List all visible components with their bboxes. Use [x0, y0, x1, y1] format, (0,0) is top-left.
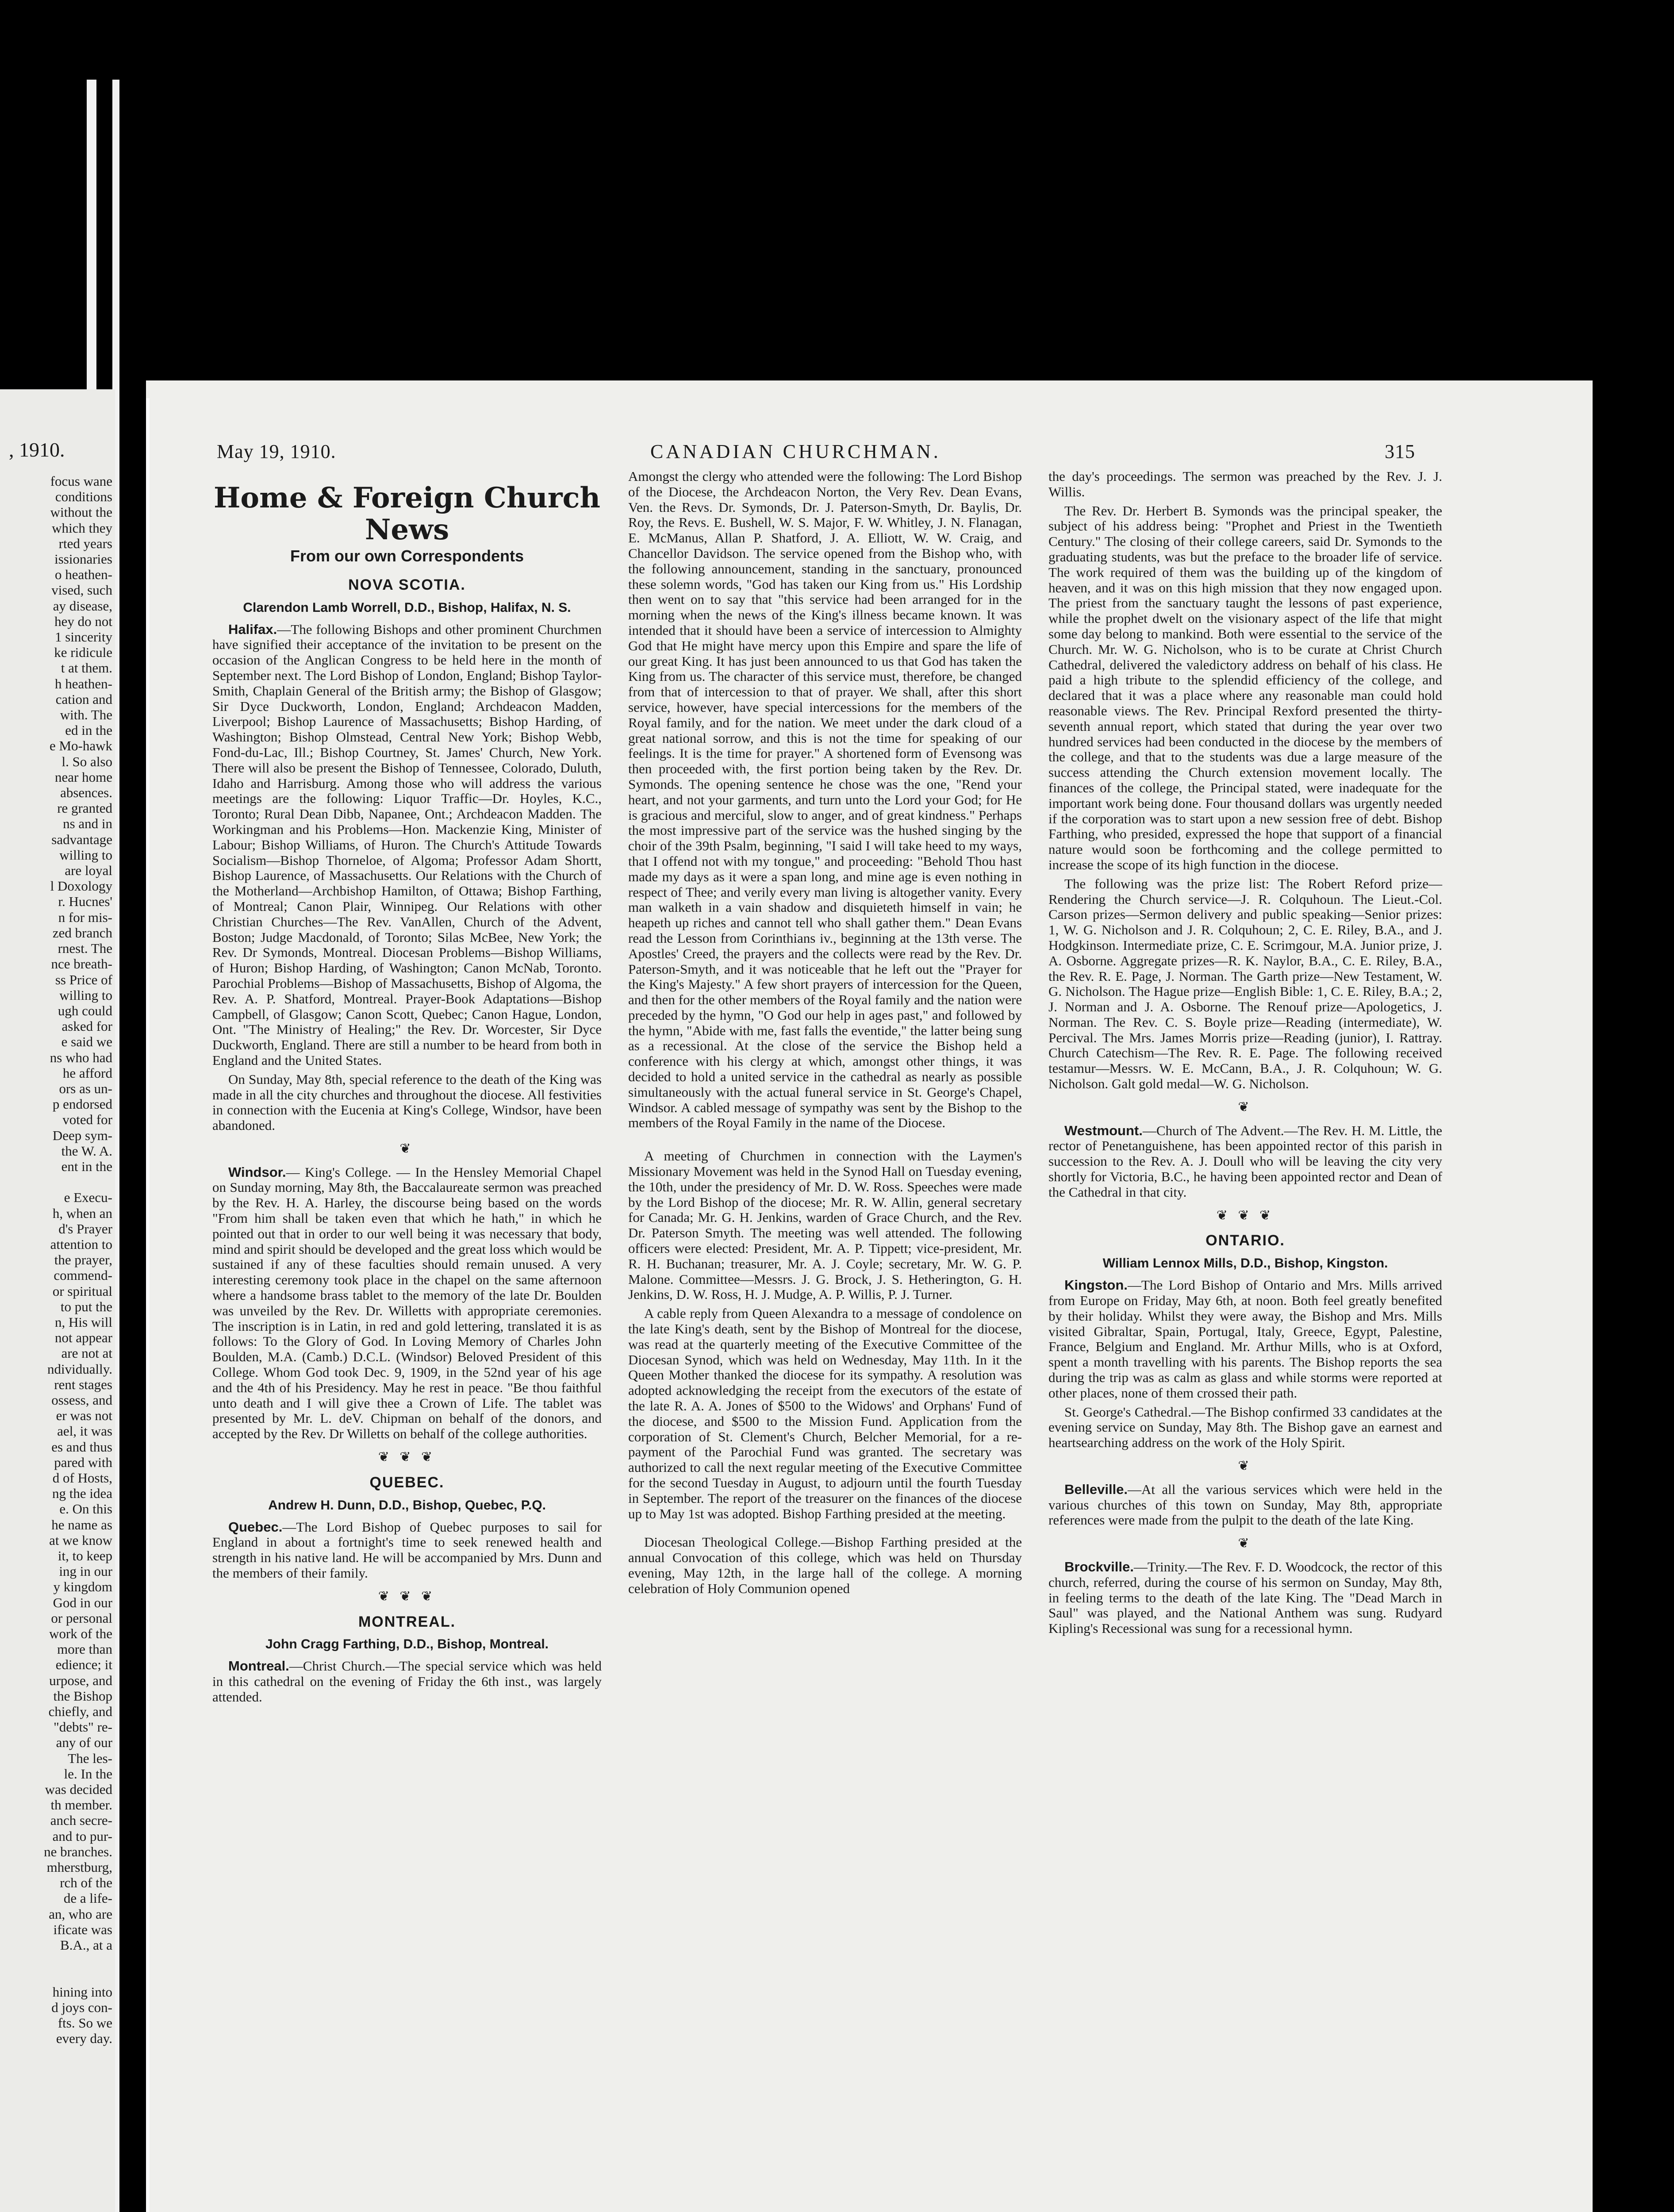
ornament: ❦	[1238, 1459, 1253, 1474]
article-text: —The Lord Bishop of Ontario and Mrs. Mills arrived from Europe on Friday, May 6th, at noon. Both feel greatly benefited by their holiday. Whilst they were away, the Bishop and Mrs. Mills visited Gibraltar, Spain, Portugal, Italy, Greece, Egypt, Palestine, France, Belgium and England. Mr. Arthur Mills, who is at Oxford, spent a month travelling with his parents. The Bishop reports the sea during the trip was as calm as glass and while storms were reported at other places, none of them crossed their path.	[1048, 1277, 1442, 1401]
article-text: —At all the various services which were held in the various churches of this town on Sunday, May 8th, appropriate references were made from the pulpit to the death of the late King.	[1048, 1481, 1442, 1528]
dateline-montreal: Montreal.	[228, 1658, 289, 1674]
dateline-quebec: Quebec.	[228, 1519, 283, 1535]
article-halifax	[212, 622, 602, 1068]
ornament: ❦	[1238, 1099, 1253, 1114]
dateline-kingston: Kingston.	[1064, 1277, 1128, 1293]
bishop-line-nova-scotia: Clarendon Lamb Worrell, D.D., Bishop, Halifax, N. S.	[243, 600, 571, 615]
article-quebec	[212, 1520, 602, 1581]
header-title: CANADIAN CHURCHMAN.	[650, 441, 941, 462]
article-theological-college: Diocesan Theological College.—Bishop Farthing presided at the annual Convocation of this college, which was held on Thursday evening, May 12th, in the large hall of the college. A morning celebration of Holy Communion opened	[628, 1534, 1022, 1596]
article-laymen-movement: A meeting of Churchmen in connection with the Laymen's Missionary Movement was held in the Synod Hall on Tuesday evening, the 10th, under the presidency of Mr. D. W. Ross. Speeches were made by the Lord Bishop of the diocese; Mr. R. W. Allin, general secretary for Canada; Mr. G. H. Jenkins, warden of Grace Church, and the Rev. Dr. Paterson Smyth. The meeting was well attended. The following officers were elected: President, Mr. A. P. Tippett; vice-president, Mr. R. H. Buchanan; treasurer, Mr. A. J. Coyle; secretary, Mr. W. G. P. Malone. Committee—Messrs. J. G. Brock, J. S. Hetherington, G. H. Jenkins, D. W. Ross, H. J. Mudge, A. P. Willis, P. J. Turner.	[628, 1148, 1022, 1302]
masthead-title: Home & Foreign Church News	[213, 481, 601, 546]
bishop-line-quebec: Andrew H. Dunn, D.D., Bishop, Quebec, P.Q.	[268, 1498, 546, 1513]
column-3	[1048, 469, 1442, 1640]
section-ontario: ONTARIO.	[1206, 1232, 1285, 1249]
article-kingston	[1048, 1278, 1442, 1401]
article-prize-list: The following was the prize list: The Robert Reford prize—Rendering the Church service—J. R. Colquhoun. The Lieut.-Col. Carson prizes—Sermon delivery and public speaking—Senior prizes: 1, W. G. Nicholson and J. R. Colquhoun; 2, C. E. Riley, B.A., and J. Hodgkinson. Intermediate prize, C. E. Scrimgour, M.A. Junior prize, J. A. Osborne. Aggregate prizes—R. K. Naylor, B.A., C. E. Riley, B.A., the Rev. R. E. Page, J. Norman. The Garth prize—New Testament, W. G. Nicholson. The Hague prize—English Bible: 1, C. E. Riley, B.A.; 2, J. Norman and J. A. Osborne. The Renouf prize—Apologetics, J. Norman. The Rev. C. S. Boyle prize—Reading (intermediate), W. Percival. The Mrs. James Morris prize—Reading (junior), I. Rattray. Church Catechism—The Rev. R. E. Page. The following received testamur—Messrs. W. E. McCann, B.A., J. R. Colquhoun; W. G. Nicholson. Galt gold medal—W. G. Nicholson.	[1048, 876, 1442, 1092]
left-page-fragment	[0, 389, 115, 2212]
article-montreal	[212, 1659, 602, 1705]
binding-rule	[146, 398, 150, 2212]
article-text: —Trinity.—The Rev. F. D. Woodcock, the rector of this church, referred, during the course of his sermon on Sunday, May 8th, in feeling terms to the death of the late King. The "Dead March in Saul" was played, and the National Anthem was sung. Rudyard Kipling's Recessional was sung for a recessional hymn.	[1048, 1559, 1442, 1636]
bishop-line-montreal: John Cragg Farthing, D.D., Bishop, Montreal.	[265, 1637, 549, 1652]
article-brockville	[1048, 1559, 1442, 1636]
article-symonds-address: The Rev. Dr. Herbert B. Symonds was the principal speaker, the subject of his address being: "Prophet and Priest in the Twentieth Century." The closing of their college careers, said Dr. Symonds to the graduating students, was but the preface to the broader life of service. The work required of them was the building up of the kingdom of heaven, and it was on this high mission that they now engaged upon. The priest from the sanctuary taught the lessons of past experience, while the prophet dwelt on the visionary aspect of the life that might some day belong to mankind. Both were essential to the service of the Church. Mr. W. G. Nicholson, who is to be curate at Christ Church Cathedral, delivered the valedictory address on behalf of his class. He paid a high tribute to the splendid efficiency of the college, and declared that it was a place where any reasonable man could hold reasonable views. The Rev. Principal Rexford presented the thirty-seventh annual report, which stated that during the year over two hundred services had been conducted in the diocese by the members of the college, and that to the students was due a large measure of the success attending the Church extension movement locally. The finances of the college, the Principal stated, were inadequate for the important work being done. Four thousand dollars was urgently needed if the corporation was to start upon a new session free of debt. Bishop Farthing, who presided, expressed the hope that support of a financial nature would soon be forthcoming and the college permitted to increase the scope of its high function in the diocese.	[1048, 503, 1442, 872]
bishop-line-ontario: William Lennox Mills, D.D., Bishop, Kingston.	[1102, 1256, 1388, 1271]
left-page-date: , 1910.	[9, 438, 65, 461]
dateline-halifax: Halifax.	[228, 621, 277, 637]
article-text: —Christ Church.—The special service which was held in this cathedral on the evening of Friday the 6th inst., was largely attended.	[212, 1658, 602, 1705]
dateline-westmount: Westmount.	[1064, 1122, 1143, 1138]
header-date: May 19, 1910.	[217, 441, 336, 462]
masthead-subtitle: From our own Correspondents	[290, 547, 524, 565]
article-text: —The following Bishops and other prominent Churchmen have signified their acceptance of the invitation to be present on the occasion of the Anglican Congress to be held here in the month of September next. The Lord Bishop of London, England; Bishop Taylor-Smith, Chaplain General of the British army; the Bishop of Glasgow; Sir Dyce Duckworth, London, England; Archdeacon Madden, Liverpool; Bishop Laurence of Massachusetts; Bishop Harding, of Washington; Bishop Olmstead, Central New York; Bishop Webb, Fond-du-Lac, Ill.; Bishop Courtney, St. James' Church, New York. There will also be present the Bishop of Tennessee, Colorado, Duluth, Idaho and Harrisburg. Among those who will address the various meetings are the following: Liquor Traffic—Dr. Hoyles, K.C., Toronto; Rural Dean Dibb, Napanee, Ont.; Archdeacon Madden. The Workingman and his Problems—Hon. Mackenzie King, Minister of Labour; Bishop Williams, of Huron. The Church's Attitude Towards Socialism—Bishop Thorneloe, of Algoma; Professor Adam Shortt, Bishop Laurence, of Massachusetts. Our Relations with the Church of the Motherland—Archbishop Hamilton, of Ottawa; Bishop Farthing, of Montreal; Canon Plair, Winnipeg. Our Relations with other Christian Churches—The Rev. VanAllen, Church of the Advent, Boston; Judge Macdonald, of Toronto; Silas McBee, New York; the Rev. Dr Symonds, Montreal. Diocesan Problems—Bishop Williams, of Huron; Bishop Harding, of Washington; Canon McNab, Toronto. Parochial Problems—Bishop of Massachusetts, Bishop of Algoma, the Rev. A. P. Shatford, Montreal. Prayer-Book Adaptations—Bishop Campbell, of Glasgow; Canon Scott, Quebec; Canon Hague, London, Ont. "The Ministry of Healing;" the Rev. Dr. Worcester, Sir Dyce Duckworth, England. There are still a number to be heard from both in England and the United States.	[212, 621, 602, 1068]
column-2	[628, 469, 1022, 1600]
ornament: ❦ ❦ ❦	[378, 1450, 436, 1465]
article-queen-cable: A cable reply from Queen Alexandra to a message of condolence on the late King's death, sent by the Bishop of Montreal for the diocese, was read at the quarterly meeting of the Executive Committee of the Diocesan Synod, which was held on Wednesday, May 11th. In it the Queen Mother thanked the diocese for its sympathy. A resolution was adopted acknowledging the receipt from the executors of the estate of the late R. A. A. Jones of $500 to the Widows' and Orphans' Fund of the diocese, and $500 to the Mission Fund. Application from the corporation of St. Clement's Church, Belcher Memorial, for a re-payment of the Parochial Fund was granted. The secretary was authorized to call the next regular meeting of the Executive Committee for the second Tuesday in August, to adjourn until the fourth Tuesday in September. The report of the treasurer on the finances of the diocese up to May 1st was adopted. Bishop Farthing presided at the meeting.	[628, 1306, 1022, 1521]
article-college-continued: the day's proceedings. The sermon was preached by the Rev. J. J. Willis.	[1048, 469, 1442, 499]
ornament: ❦	[399, 1141, 415, 1156]
article-windsor	[212, 1165, 602, 1442]
dateline-brockville: Brockville.	[1064, 1559, 1134, 1575]
left-page-text: focus wane conditions without the which they rted years issionaries o heathen- vised, such ay disease, hey do not 1 sincerity ke ridicule t at them. h heathen- cation and with. The ed in the e Mo-hawk l. So also near home absences. re granted ns and in sadvantage willing to are loyal l Doxology r. Hucnes' n for mis- zed branch rnest. The nce breath- ss Price of willing to ugh could asked for e said we ns who had he afford ors as un- p endorsed voted for Deep sym- the W. A. ent in the e Execu- h, when an d's Prayer attention to the prayer, commend- or spiritual to put the n, His will not appear are not at ndividually. rent stages ossess, and er was not ael, it was es and thus pared with d of Hosts, ng the idea e. On this he name as at we know it, to keep ing in our y kingdom God in our or personal work of the more than edience; it urpose, and the Bishop chiefly, and "debts" re- any of our The les- le. In the was decided th member. anch secre- and to pur- ne branches. mherstburg, rch of the de a life- an, who are ificate was B.A., at a hining into d joys con- fts. So we every day.	[44, 473, 112, 2047]
article-text: —The Lord Bishop of Quebec purposes to sail for England in about a fortnight's time to seek renewed health and strength in his native land. He will be accompanied by Mrs. Dunn and the members of their family.	[212, 1519, 602, 1581]
ornament: ❦ ❦ ❦	[1216, 1208, 1275, 1223]
article-halifax-2: On Sunday, May 8th, special reference to the death of the King was made in all the city churches and throughout the diocese. All festivities in connection with the Eucenia at King's College, Windsor, have been abandoned.	[212, 1071, 602, 1133]
ornament: ❦ ❦ ❦	[378, 1589, 436, 1604]
dateline-belleville: Belleville.	[1064, 1481, 1128, 1497]
column-1	[212, 473, 602, 1709]
header-page-number: 315	[1385, 441, 1415, 462]
article-text: —Church of The Advent.—The Rev. H. M. Little, the rector of Penetanguishene, has been appointed rector of this parish in succession to the Rev. A. J. Doull who will be leaving the city very shortly for Victoria, B.C., he having been appointed rector and Dean of the Cathedral in that city.	[1048, 1122, 1442, 1200]
section-nova-scotia: NOVA SCOTIA.	[348, 576, 466, 593]
article-text: — King's College. — In the Hensley Memorial Chapel on Sunday morning, May 8th, the Baccalaureate sermon was preached by the Rev. H. A. Harley, the discourse being based on the words "From him shall be taken even that which he hath," in which he pointed out that in order to our well being it was necessary that body, mind and spirit should be developed and the great loss which would be sustained if any of these faculties should remain unused. A very interesting ceremony took place in the chapel on the same afternoon where a handsome brass tablet to the memory of the late Dr. Boulden was unveiled by the Rev. Dr. Willetts with appropriate ceremonies. The inscription is in Latin, in red and gold lettering, translated it is as follows: To the Glory of God. In Loving Memory of Charles John Boulden, M.A. (Camb.) D.C.L. (Windsor) Beloved President of this College. Whom God took Dec. 9, 1909, in the 52nd year of his age and the 4th of his Presidency. May he rest in peace. "Be thou faithful unto death and I will give thee a Crown of Life. The tablet was presented by Mr. L. deV. Chipman on behalf of the donors, and accepted by the Rev. Dr Willetts on behalf of the college authorities.	[212, 1164, 602, 1442]
article-belleville	[1048, 1482, 1442, 1528]
ornament: ❦	[1238, 1536, 1253, 1551]
newspaper-page	[146, 380, 1593, 2212]
dateline-windsor: Windsor.	[228, 1164, 286, 1180]
article-kingston-2: St. George's Cathedral.—The Bishop confirmed 33 candidates at the evening service on Sunday, May 8th. The Bishop gave an earnest and heartsearching address on the work of the Holy Spirit.	[1048, 1404, 1442, 1451]
article-montreal-continued: Amongst the clergy who attended were the following: The Lord Bishop of the Diocese, the Archdeacon Norton, the Very Rev. Dean Evans, Ven. the Revs. Dr. Symonds, Dr. J. Paterson-Smyth, Dr. Baylis, Dr. Roy, the Revs. E. Bushell, W. S. Major, F. W. Whitley, J. N. Flanagan, E. McManus, Allan P. Shatford, J. A. Elliott, W. W. Craig, and Chancellor Davidson. The service opened from the Bishop who, with the following announcement, standing in the sanctuary, pronounced these solemn words, "God has taken our King from us." His Lordship then went on to say that "this service had been arranged for in the morning when the news of the King's illness became known. It was intended that it should have been a service of intercession to Almighty God that He might have mercy upon this Empire and spare the life of our great King. It has just been announced to us that God has taken the King from us. The character of this service must, therefore, be changed from that of intercession to that of prayer. We shall, after this short service, however, have special intercessions for the members of the Royal family, and for the nation. We meet under the dark cloud of a great national sorrow, and this is not the time for speaking of our feelings. It is the time for prayer." A shortened form of Evensong was then proceeded with, the first portion being taken by the Rev. Dr. Symonds. The opening sentence he chose was the one, "Rend your heart, and not your garments, and turn unto the Lord your God; for He is gracious and merciful, slow to anger, and of great kindness." Perhaps the most impressive part of the service was the hushed singing by the choir of the 39th Psalm, beginning, "I said I will take heed to my ways, that I offend not with my tongue," and proceeding: "Behold Thou hast made my days as it were a span long, and mine age is even nothing in respect of Thee; and verily every man living is altogether vanity. Every man walketh in a vain shadow and disquieteth himself in vain; he heapeth up riches and cannot tell who shall gather them." Dean Evans read the Lesson from Corinthians iv., beginning at the 13th verse. The Apostles' Creed, the prayers and the collects were read by the Rev. Dr. Paterson-Smyth, and it was noticeable that he left out the "Prayer for the King's Majesty." A few short prayers of intercession for the Queen, and then for the other members of the Royal family and the nation were preceded by the hymn, "O God our help in ages past," and followed by the hymn, "Abide with me, fast falls the eventide," the latter being sung as a recessional. At the close of the service the Bishop held a conference with his clergy at which, amongst other things, it was decided to hold a united service in the cathedral as nearly as possible simultaneously with the actual funeral service in St. George's Chapel, Windsor. A cabled message of sympathy was sent by the Bishop to the members of the Royal Family in the name of the Diocese.	[628, 469, 1022, 1131]
section-montreal: MONTREAL.	[358, 1613, 456, 1630]
section-quebec: QUEBEC.	[369, 1474, 445, 1491]
article-westmount	[1048, 1123, 1442, 1200]
